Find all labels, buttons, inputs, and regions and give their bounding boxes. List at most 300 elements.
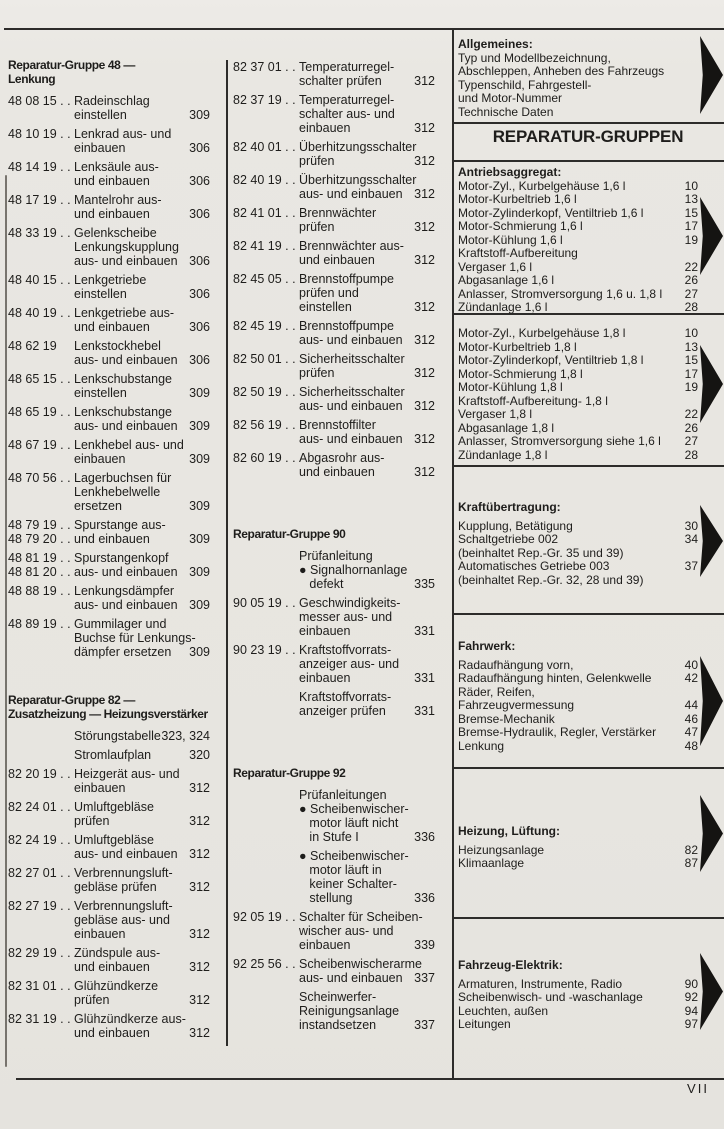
entry-code-line: 82 45 05 . . <box>233 272 296 286</box>
index-row-page-number: 42 <box>684 671 698 685</box>
toc-entry <box>8 946 220 974</box>
entry-code-line: 82 24 19 . . <box>8 833 71 847</box>
index-row-label: Motor-Kühlung 1,8 l <box>458 380 563 394</box>
entry-text-line: Lenkschubstange <box>74 405 172 419</box>
index-row <box>458 422 698 436</box>
index-row-label: Motor-Kühlung 1,6 l <box>458 232 563 247</box>
index-row-page-number: 26 <box>684 273 698 287</box>
entry-text-line: Gelenkscheibe <box>74 226 157 240</box>
index-row-label: Motor-Zyl., Kurbelgehäuse 1,8 l <box>458 326 626 340</box>
entry-text <box>299 549 445 591</box>
entry-code <box>8 306 71 320</box>
bottom-rule-divider <box>16 1078 724 1080</box>
index-row-label: (beinhaltet Rep.-Gr. 35 und 39) <box>458 545 624 560</box>
entry-page-number: 336 <box>414 830 435 844</box>
entry-code-line: 82 20 19 . . <box>8 767 71 781</box>
entry-text-line: Lenkgetriebe aus- <box>74 306 175 320</box>
toc-entry <box>8 767 220 795</box>
entry-text <box>74 94 220 122</box>
entry-text-line: und einbauen 306 <box>74 174 210 188</box>
entry-text-line: aus- und einbauen 306 <box>74 353 210 367</box>
entry-text-line: Verbrennungsluft- <box>74 866 173 880</box>
index-row <box>458 408 698 422</box>
toc-entry <box>8 979 220 1007</box>
entry-code-line: 48 89 19 . . <box>8 617 71 631</box>
index-row-page-number: 44 <box>684 698 698 712</box>
entry-code <box>233 140 296 154</box>
entry-text-line: keiner Schalter- <box>299 877 397 891</box>
thumb-index-arrow-icon <box>700 953 723 1030</box>
toc-entry <box>8 226 220 268</box>
index-row-label: Technische Daten <box>458 104 554 119</box>
index-row <box>458 220 698 234</box>
entry-code <box>8 127 71 141</box>
index-row <box>458 301 698 315</box>
index-section-kraftuebertragung <box>458 501 698 587</box>
index-row-page-number: 22 <box>684 407 698 421</box>
entry-text-line: aus- und einbauen 312 <box>299 333 435 347</box>
index-row-page-number: 40 <box>684 657 698 672</box>
entry-text-line: einbauen 331 <box>299 671 435 685</box>
entry-text <box>74 127 220 155</box>
index-row-page-number: 90 <box>684 976 698 991</box>
entry-page-number: 312 <box>414 399 435 413</box>
index-row <box>458 560 698 574</box>
toc-entry <box>8 193 220 221</box>
entry-text-line: aus- und einbauen 306 <box>74 254 210 268</box>
index-row <box>458 699 698 713</box>
entry-text-line: prüfen 312 <box>74 814 210 828</box>
index-row-label: Kraftstoff-Aufbereitung- 1,8 l <box>458 393 608 408</box>
toc-entry <box>8 160 220 188</box>
toc-entry <box>233 239 445 267</box>
entry-code <box>233 272 296 286</box>
entry-text-line: Buchse für Lenkungs- <box>74 631 196 645</box>
entry-text-line: Radeinschlag <box>74 94 150 108</box>
entry-code-line: 82 41 19 . . <box>233 239 296 253</box>
group-title-line: Lenkung <box>8 72 56 86</box>
toc-entry <box>233 549 445 591</box>
entry-text <box>299 272 445 314</box>
entry-text-line: Lenkungsdämpfer <box>74 584 175 598</box>
toc-group <box>233 766 445 1032</box>
entry-code-line: 82 50 19 . . <box>233 385 296 399</box>
entry-page-number: 312 <box>189 1026 210 1040</box>
index-section-header: Fahrwerk: <box>458 639 516 653</box>
toc-entry <box>233 173 445 201</box>
entry-text <box>299 93 445 135</box>
entry-text <box>299 788 445 844</box>
entry-page-number: 312 <box>189 880 210 894</box>
entry-text <box>299 173 445 201</box>
entry-page-number: 312 <box>414 366 435 380</box>
index-row-label: Klimaanlage <box>458 856 525 870</box>
index-row-page-number: 27 <box>684 286 698 301</box>
index-row-label: Motor-Schmierung 1,8 l <box>458 366 583 381</box>
entry-text-line: schalter aus- und <box>299 107 395 121</box>
entry-text-line: ● Signalhornanlage <box>299 563 408 577</box>
toc-group <box>8 693 220 1040</box>
entry-page-number: 309 <box>189 598 210 612</box>
entry-page-number: 312 <box>189 847 210 861</box>
index-row-label: Radaufhängung hinten, Gelenkwelle <box>458 671 652 685</box>
entry-page-number: 309 <box>189 645 210 659</box>
index-row-label: Kupplung, Betätigung <box>458 518 573 533</box>
index-row <box>458 520 698 534</box>
entry-text <box>74 193 220 221</box>
entry-text <box>74 800 220 828</box>
entry-code <box>8 471 71 485</box>
index-row-page-number: 10 <box>684 326 698 340</box>
toc-column-left <box>8 58 220 1045</box>
toc-group <box>8 58 220 659</box>
toc-entry <box>233 140 445 168</box>
entry-code <box>233 643 296 657</box>
entry-code-line: 48 65 19 . . <box>8 405 71 419</box>
toc-group <box>233 527 445 718</box>
group-title-block <box>8 693 220 721</box>
entry-code <box>233 418 296 432</box>
index-row-label: Zündanlage 1,8 l <box>458 447 548 462</box>
index-row-label: Typ und Modellbezeichnung, <box>458 50 611 65</box>
right-box-divider <box>452 917 724 919</box>
toc-entry <box>8 584 220 612</box>
toc-entry <box>233 272 445 314</box>
entry-text-line: prüfen und <box>299 286 359 300</box>
index-row-label: Bremse-Hydraulik, Regler, Verstärker <box>458 725 657 739</box>
entry-text <box>74 767 220 795</box>
toc-entry <box>8 748 220 762</box>
entry-code-line: 82 31 01 . . <box>8 979 71 993</box>
index-row-label: (beinhaltet Rep.-Gr. 32, 28 und 39) <box>458 572 644 587</box>
index-row-page-number: 13 <box>684 192 698 206</box>
index-row-label: Armaturen, Instrumente, Radio <box>458 976 623 991</box>
entry-text <box>74 405 220 433</box>
entry-text <box>299 957 445 985</box>
entry-code-line: 82 31 19 . . <box>8 1012 71 1026</box>
entry-code <box>8 767 71 781</box>
top-rule-divider <box>4 28 724 30</box>
entry-code <box>233 206 296 220</box>
toc-entry <box>233 690 445 718</box>
toc-entry <box>8 617 220 659</box>
entry-code-line: 82 40 19 . . <box>233 173 296 187</box>
entry-page-number: 312 <box>414 220 435 234</box>
index-row-page-number: 94 <box>684 1003 698 1018</box>
index-row-label: und Motor-Nummer <box>458 91 563 105</box>
entry-text-line: Kraftstoffvorrats- <box>299 690 392 704</box>
toc-column-middle <box>233 60 445 1037</box>
entry-text-line: Brennwächter <box>299 206 377 220</box>
group-title-block <box>233 766 445 780</box>
index-row-page-number: 34 <box>684 532 698 546</box>
entry-text-line: Überhitzungsschalter <box>299 173 417 187</box>
entry-code <box>8 584 71 598</box>
index-row <box>458 288 698 302</box>
entry-code-line: 82 41 01 . . <box>233 206 296 220</box>
entry-text-line: Lenkhebel aus- und <box>74 438 184 452</box>
entry-text <box>74 372 220 400</box>
entry-text-line: gebläse prüfen 312 <box>74 880 210 894</box>
entry-text-line: Lenkschubstange <box>74 372 172 386</box>
column-divider-middle-right <box>452 28 454 1080</box>
entry-code <box>8 518 71 546</box>
entry-code <box>233 93 296 107</box>
entry-text-line: Lenkhebelwelle <box>74 485 161 499</box>
index-row-label: Motor-Kurbeltrieb 1,6 l <box>458 192 577 206</box>
entry-code-line: 82 24 01 . . <box>8 800 71 814</box>
entry-code <box>8 899 71 913</box>
entry-text <box>74 438 220 466</box>
toc-entry <box>8 273 220 301</box>
index-row-page-number: 97 <box>684 1017 698 1031</box>
entry-code <box>8 160 71 174</box>
entry-text <box>74 226 220 268</box>
entry-code <box>8 226 71 240</box>
index-row <box>458 327 698 341</box>
index-row-label: Leitungen <box>458 1017 511 1031</box>
entry-page-number: 309 <box>189 532 210 546</box>
toc-entry <box>8 471 220 513</box>
entry-code <box>8 979 71 993</box>
index-row <box>458 713 698 727</box>
entry-page-number: 312 <box>414 333 435 347</box>
index-row-page-number: 47 <box>684 725 698 739</box>
index-row-label: Heizungsanlage <box>458 842 545 857</box>
index-row <box>458 368 698 382</box>
thumb-index-arrow-icon <box>700 197 723 275</box>
entry-text-line: ersetzen 309 <box>74 499 210 513</box>
entry-text-line: und einbauen 312 <box>74 960 210 974</box>
entry-text <box>74 617 220 659</box>
entry-code-line: 82 27 01 . . <box>8 866 71 880</box>
toc-entry <box>8 551 220 579</box>
entry-text-line: aus- und einbauen 312 <box>299 432 435 446</box>
repair-groups-title: REPARATUR-GRUPPEN <box>492 127 684 146</box>
entry-text-line: Geschwindigkeits- <box>299 596 401 610</box>
index-row-label: Lenkung <box>458 738 505 753</box>
index-row-page-number: 48 <box>684 738 698 753</box>
group-title-line: Reparatur-Gruppe 48 — <box>8 58 135 72</box>
index-row-label: Radaufhängung vorn, <box>458 657 574 672</box>
entry-page-number: 312 <box>414 74 435 88</box>
entry-code-line: 48 33 19 . . <box>8 226 71 240</box>
entry-text-line: Spurstangenkopf <box>74 551 169 565</box>
index-row-page-number: 27 <box>684 434 698 448</box>
entry-text-line: Verbrennungsluft- <box>74 899 173 913</box>
entry-page-number: 339 <box>414 938 435 952</box>
toc-entry <box>8 899 220 941</box>
index-row <box>458 978 698 992</box>
entry-page-number: 312 <box>189 927 210 941</box>
entry-text-line: einbauen 339 <box>299 938 435 952</box>
entry-text <box>299 239 445 267</box>
entry-code <box>8 339 57 353</box>
index-section-header: Fahrzeug-Elektrik: <box>458 958 563 972</box>
entry-text-line: aus- und einbauen 309 <box>74 565 210 579</box>
entry-code-line: 48 65 15 . . <box>8 372 71 386</box>
entry-text <box>74 946 220 974</box>
index-row-label: Räder, Reifen, <box>458 684 535 699</box>
right-box-divider <box>452 160 724 162</box>
entry-code-line: 48 67 19 . . <box>8 438 71 452</box>
index-row-label: Leuchten, außen <box>458 1003 549 1018</box>
entry-text-line: Lenkrad aus- und <box>74 127 172 141</box>
entry-code-line: 48 88 19 . . <box>8 584 71 598</box>
index-row-label: Abgasanlage 1,8 l <box>458 420 555 435</box>
right-box-divider <box>452 122 724 124</box>
entry-text-line: und einbauen 312 <box>299 253 435 267</box>
index-section-fahrwerk <box>458 640 698 753</box>
index-section-heizung-lueftung <box>458 825 698 871</box>
entry-code-line: 82 29 19 . . <box>8 946 71 960</box>
entry-text-line: aus- und einbauen 312 <box>299 187 435 201</box>
index-row <box>458 1018 698 1032</box>
entry-text <box>74 748 220 762</box>
entry-page-number: 335 <box>414 577 435 591</box>
index-row-page-number: 17 <box>684 366 698 381</box>
entry-code <box>8 551 71 579</box>
entry-text-line: Abgasrohr aus- <box>299 451 385 465</box>
toc-entry <box>8 94 220 122</box>
entry-code <box>233 239 296 253</box>
entry-text-line: gebläse aus- und <box>74 913 170 927</box>
index-row <box>458 740 698 754</box>
entry-text-line: Brennstoffilter <box>299 418 376 432</box>
index-row <box>458 341 698 355</box>
entry-text-line: Temperaturregel- <box>299 60 395 74</box>
right-box-divider <box>452 767 724 769</box>
entry-text-line: einbauen 312 <box>74 927 210 941</box>
entry-code <box>8 800 71 814</box>
toc-entry <box>8 866 220 894</box>
entry-page-number: 312 <box>189 781 210 795</box>
entry-page-number: 309 <box>189 499 210 513</box>
entry-text-line: aus- und einbauen 309 <box>74 419 210 433</box>
index-row-label: Kraftstoff-Aufbereitung <box>458 246 578 260</box>
entry-text-line: aus- und einbauen 309 <box>74 598 210 612</box>
toc-entry <box>8 729 220 743</box>
entry-page-number: 312 <box>414 432 435 446</box>
entry-text-line: prüfen 312 <box>299 220 435 234</box>
entry-text <box>299 60 445 88</box>
toc-entry <box>233 93 445 135</box>
entry-code <box>233 352 296 366</box>
entry-page-number: 337 <box>414 1018 435 1032</box>
index-row <box>458 92 698 106</box>
entry-code <box>233 319 296 333</box>
entry-code <box>233 385 296 399</box>
entry-code <box>233 60 296 74</box>
toc-entry <box>8 372 220 400</box>
thumb-index-arrow-icon <box>700 36 723 114</box>
toc-entry <box>233 643 445 685</box>
entry-text <box>74 899 220 941</box>
index-row-label: Bremse-Mechanik <box>458 711 555 726</box>
entry-text-line: Schalter für Scheiben- <box>299 910 423 924</box>
entry-page-number: 331 <box>414 671 435 685</box>
thumb-index-arrow-icon <box>700 656 723 746</box>
entry-text-line: Lenkungskupplung <box>74 240 179 254</box>
index-section-antriebsaggregat-18 <box>458 327 698 462</box>
entry-text <box>74 306 220 334</box>
entry-text <box>299 319 445 347</box>
index-row <box>458 354 698 368</box>
group-title-line: Reparatur-Gruppe 92 <box>233 766 346 780</box>
entry-text-line: Sicherheitsschalter <box>299 385 405 399</box>
entry-code-line: 92 25 56 . . <box>233 957 296 971</box>
entry-text-line: einstellen 312 <box>299 300 435 314</box>
toc-entry <box>233 60 445 88</box>
index-row <box>458 79 698 93</box>
index-section-fahrzeug-elektrik <box>458 959 698 1032</box>
thumb-index-arrow-icon <box>700 345 723 423</box>
index-section-header: Heizung, Lüftung: <box>458 824 560 838</box>
entry-text-line: ● Scheibenwischer- <box>299 802 409 816</box>
group-title-block <box>233 527 445 541</box>
index-row <box>458 857 698 871</box>
index-row-label: Abschleppen, Anheben des Fahrzeugs <box>458 64 665 78</box>
thumb-index-arrow-icon <box>700 795 723 872</box>
entry-text-line: Mantelrohr aus- <box>74 193 162 207</box>
index-row-label: Vergaser 1,8 l <box>458 407 533 421</box>
toc-entry <box>233 352 445 380</box>
entry-page-number: 337 <box>414 971 435 985</box>
entry-code <box>8 833 71 847</box>
index-row-label: Motor-Zylinderkopf, Ventiltrieb 1,6 l <box>458 205 644 220</box>
toc-entry <box>8 306 220 334</box>
entry-page-number: 306 <box>189 287 210 301</box>
entry-code <box>8 866 71 880</box>
index-row-label: Schaltgetriebe 002 <box>458 532 559 546</box>
entry-code-line: 48 40 19 . . <box>8 306 71 320</box>
entry-code-line: 48 81 20 . . <box>8 565 71 579</box>
toc-entry <box>233 910 445 952</box>
entry-text <box>74 471 220 513</box>
entry-page-number: 312 <box>189 814 210 828</box>
entry-page-number: 309 <box>189 565 210 579</box>
entry-code-line: 82 56 19 . . <box>233 418 296 432</box>
entry-page-number: 306 <box>189 353 210 367</box>
entry-code-line: 82 50 01 . . <box>233 352 296 366</box>
toc-entry <box>8 339 220 367</box>
entry-text-line: einbauen 306 <box>74 141 210 155</box>
entry-text-line: stellung 336 <box>299 891 435 905</box>
entry-code <box>8 94 71 108</box>
entry-text-line: Stromlaufplan 320 <box>74 748 210 762</box>
entry-text <box>299 910 445 952</box>
entry-page-number: 312 <box>189 960 210 974</box>
toc-entry <box>8 438 220 466</box>
index-row-label: Anlasser, Stromversorgung siehe 1,6 l <box>458 434 661 448</box>
entry-page-number: 309 <box>189 108 210 122</box>
entry-page-number: 331 <box>414 624 435 638</box>
toc-entry <box>233 206 445 234</box>
entry-text-line: dämpfer ersetzen 309 <box>74 645 210 659</box>
entry-text-line: defekt 335 <box>299 577 435 591</box>
index-row-page-number: 19 <box>684 232 698 247</box>
entry-page-number: 312 <box>414 187 435 201</box>
group-title-line: Reparatur-Gruppe 82 — <box>8 693 135 707</box>
index-row <box>458 547 698 561</box>
toc-entry <box>8 1012 220 1040</box>
index-row <box>458 449 698 463</box>
index-row <box>458 65 698 79</box>
entry-text-line: Scheibenwischerarme <box>299 957 422 971</box>
entry-text-line: Kraftstoffvorrats- <box>299 643 392 657</box>
entry-text <box>299 451 445 479</box>
entry-code-line: 82 27 19 . . <box>8 899 71 913</box>
